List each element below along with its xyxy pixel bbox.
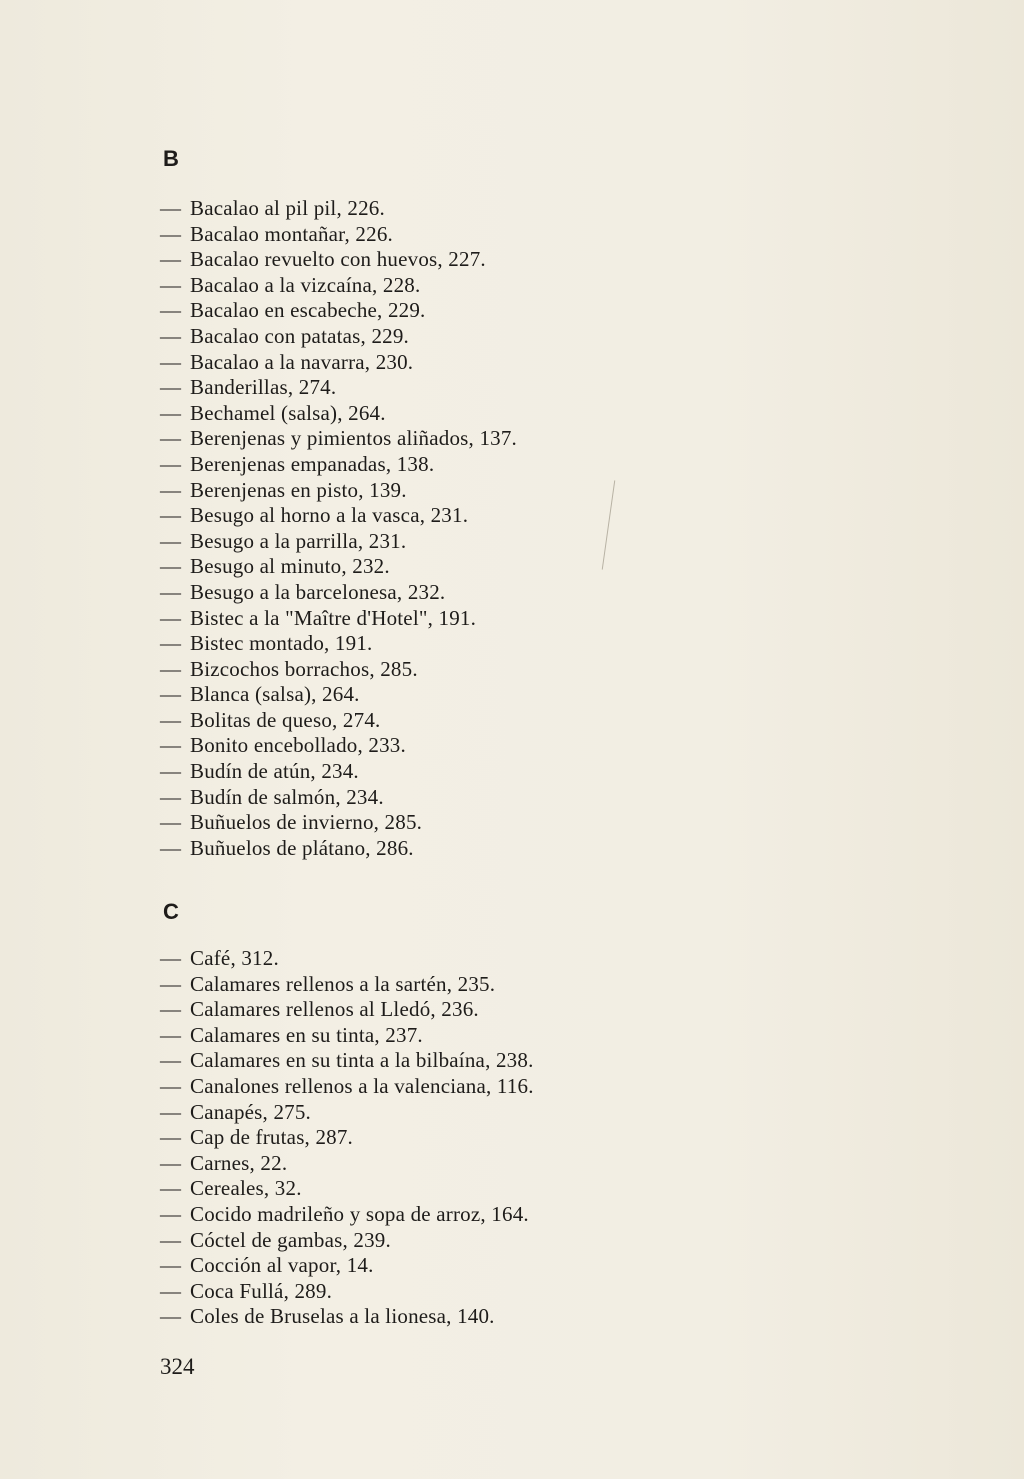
entry-text: Cóctel de gambas, 239. bbox=[190, 1227, 391, 1252]
entry-text: Besugo al minuto, 232. bbox=[190, 554, 390, 579]
entry-text: Calamares en su tinta, 237. bbox=[190, 1022, 423, 1047]
index-entry bbox=[160, 503, 517, 529]
index-entry bbox=[160, 1176, 534, 1202]
entry-text: Bechamel (salsa), 264. bbox=[190, 400, 386, 425]
entry-dash: — bbox=[160, 272, 182, 297]
index-entry bbox=[160, 529, 517, 555]
index-entry bbox=[160, 273, 517, 299]
entry-text: Carnes, 22. bbox=[190, 1150, 288, 1175]
entry-text: Calamares en su tinta a la bilbaína, 238. bbox=[190, 1048, 534, 1073]
entry-text: Buñuelos de invierno, 285. bbox=[190, 810, 423, 835]
entry-dash: — bbox=[160, 1048, 182, 1073]
index-entry bbox=[160, 682, 517, 708]
index-list-b bbox=[160, 196, 517, 861]
entry-dash: — bbox=[160, 1253, 182, 1278]
entry-text: Besugo a la parrilla, 231. bbox=[190, 528, 407, 553]
entry-dash: — bbox=[160, 1201, 182, 1226]
entry-dash: — bbox=[160, 323, 182, 348]
index-entry bbox=[160, 222, 517, 248]
index-entry bbox=[160, 350, 517, 376]
entry-text: Berenjenas en pisto, 139. bbox=[190, 477, 407, 502]
entry-dash: — bbox=[160, 682, 182, 707]
pencil-mark bbox=[602, 480, 616, 569]
entry-dash: — bbox=[160, 349, 182, 374]
entry-dash: — bbox=[160, 1022, 182, 1047]
entry-dash: — bbox=[160, 733, 182, 758]
entry-dash: — bbox=[160, 298, 182, 323]
index-entry bbox=[160, 631, 517, 657]
index-entry bbox=[160, 657, 517, 683]
entry-text: Cocción al vapor, 14. bbox=[190, 1253, 374, 1278]
entry-text: Calamares rellenos a la sartén, 235. bbox=[190, 971, 496, 996]
entry-dash: — bbox=[160, 554, 182, 579]
entry-dash: — bbox=[160, 971, 182, 996]
entry-text: Café, 312. bbox=[190, 946, 279, 970]
index-entry bbox=[160, 554, 517, 580]
index-entry bbox=[160, 1151, 534, 1177]
index-entry bbox=[160, 1279, 534, 1305]
entry-text: Bistec montado, 191. bbox=[190, 631, 373, 656]
entry-dash: — bbox=[160, 400, 182, 425]
index-entry bbox=[160, 785, 517, 811]
index-entry bbox=[160, 1074, 534, 1100]
index-entry bbox=[160, 1100, 534, 1126]
entry-dash: — bbox=[160, 1176, 182, 1201]
entry-text: Blanca (salsa), 264. bbox=[190, 682, 360, 707]
section-letter-c: C bbox=[163, 899, 179, 924]
index-entry bbox=[160, 1202, 534, 1228]
index-entry bbox=[160, 810, 517, 836]
index-entry bbox=[160, 946, 534, 972]
entry-text: Besugo al horno a la vasca, 231. bbox=[190, 503, 469, 528]
index-entry bbox=[160, 478, 517, 504]
index-entry bbox=[160, 1304, 534, 1330]
entry-dash: — bbox=[160, 784, 182, 809]
entry-dash: — bbox=[160, 503, 182, 528]
entry-dash: — bbox=[160, 426, 182, 451]
entry-dash: — bbox=[160, 477, 182, 502]
index-entry bbox=[160, 997, 534, 1023]
entry-text: Bacalao revuelto con huevos, 227. bbox=[190, 247, 486, 272]
index-list-c bbox=[160, 946, 534, 1330]
entry-text: Besugo a la barcelonesa, 232. bbox=[190, 579, 446, 604]
entry-text: Coles de Bruselas a la lionesa, 140. bbox=[190, 1304, 495, 1329]
entry-dash: — bbox=[160, 1125, 182, 1150]
entry-text: Berenjenas y pimientos aliñados, 137. bbox=[190, 426, 518, 451]
index-entry bbox=[160, 452, 517, 478]
entry-dash: — bbox=[160, 579, 182, 604]
entry-dash: — bbox=[160, 1073, 182, 1098]
entry-text: Berenjenas empanadas, 138. bbox=[190, 451, 435, 476]
index-entry bbox=[160, 733, 517, 759]
entry-text: Bacalao a la vizcaína, 228. bbox=[190, 272, 421, 297]
index-entry bbox=[160, 1048, 534, 1074]
entry-text: Cap de frutas, 287. bbox=[190, 1125, 354, 1150]
entry-text: Budín de salmón, 234. bbox=[190, 784, 384, 809]
index-entry bbox=[160, 247, 517, 273]
entry-text: Bonito encebollado, 233. bbox=[190, 733, 406, 758]
entry-dash: — bbox=[160, 605, 182, 630]
entry-text: Canapés, 275. bbox=[190, 1099, 311, 1124]
index-entry bbox=[160, 1125, 534, 1151]
entry-dash: — bbox=[160, 1099, 182, 1124]
entry-text: Bacalao a la navarra, 230. bbox=[190, 349, 414, 374]
entry-text: Bacalao al pil pil, 226. bbox=[190, 196, 385, 220]
index-entry bbox=[160, 1228, 534, 1254]
entry-dash: — bbox=[160, 221, 182, 246]
index-entry bbox=[160, 836, 517, 862]
entry-dash: — bbox=[160, 997, 182, 1022]
entry-dash: — bbox=[160, 946, 182, 970]
entry-text: Bacalao con patatas, 229. bbox=[190, 323, 409, 348]
entry-dash: — bbox=[160, 375, 182, 400]
entry-dash: — bbox=[160, 810, 182, 835]
entry-text: Bolitas de queso, 274. bbox=[190, 707, 381, 732]
entry-text: Calamares rellenos al Lledó, 236. bbox=[190, 997, 479, 1022]
entry-text: Buñuelos de plátano, 286. bbox=[190, 835, 414, 860]
entry-dash: — bbox=[160, 247, 182, 272]
index-entry bbox=[160, 1023, 534, 1049]
entry-text: Bacalao en escabeche, 229. bbox=[190, 298, 426, 323]
entry-dash: — bbox=[160, 1150, 182, 1175]
index-entry bbox=[160, 324, 517, 350]
index-entry bbox=[160, 196, 517, 222]
index-entry bbox=[160, 708, 517, 734]
index-entry bbox=[160, 375, 517, 401]
index-entry bbox=[160, 580, 517, 606]
entry-text: Banderillas, 274. bbox=[190, 375, 337, 400]
entry-text: Bacalao montañar, 226. bbox=[190, 221, 393, 246]
entry-dash: — bbox=[160, 707, 182, 732]
index-entry bbox=[160, 606, 517, 632]
entry-dash: — bbox=[160, 1278, 182, 1303]
entry-dash: — bbox=[160, 1304, 182, 1329]
index-entry bbox=[160, 1253, 534, 1279]
entry-dash: — bbox=[160, 759, 182, 784]
entry-dash: — bbox=[160, 196, 182, 220]
entry-text: Cocido madrileño y sopa de arroz, 164. bbox=[190, 1201, 529, 1226]
entry-text: Cereales, 32. bbox=[190, 1176, 302, 1201]
entry-text: Budín de atún, 234. bbox=[190, 759, 359, 784]
index-entry bbox=[160, 972, 534, 998]
index-entry bbox=[160, 426, 517, 452]
entry-dash: — bbox=[160, 528, 182, 553]
index-entry bbox=[160, 298, 517, 324]
entry-dash: — bbox=[160, 835, 182, 860]
page-number: 324 bbox=[160, 1354, 195, 1379]
entry-dash: — bbox=[160, 1227, 182, 1252]
index-entry bbox=[160, 759, 517, 785]
entry-text: Canalones rellenos a la valenciana, 116. bbox=[190, 1073, 534, 1098]
entry-dash: — bbox=[160, 656, 182, 681]
entry-text: Bizcochos borrachos, 285. bbox=[190, 656, 418, 681]
entry-text: Bistec a la "Maître d'Hotel", 191. bbox=[190, 605, 477, 630]
entry-dash: — bbox=[160, 451, 182, 476]
entry-dash: — bbox=[160, 631, 182, 656]
entry-text: Coca Fullá, 289. bbox=[190, 1278, 333, 1303]
section-letter-b: B bbox=[163, 146, 179, 171]
index-entry bbox=[160, 401, 517, 427]
